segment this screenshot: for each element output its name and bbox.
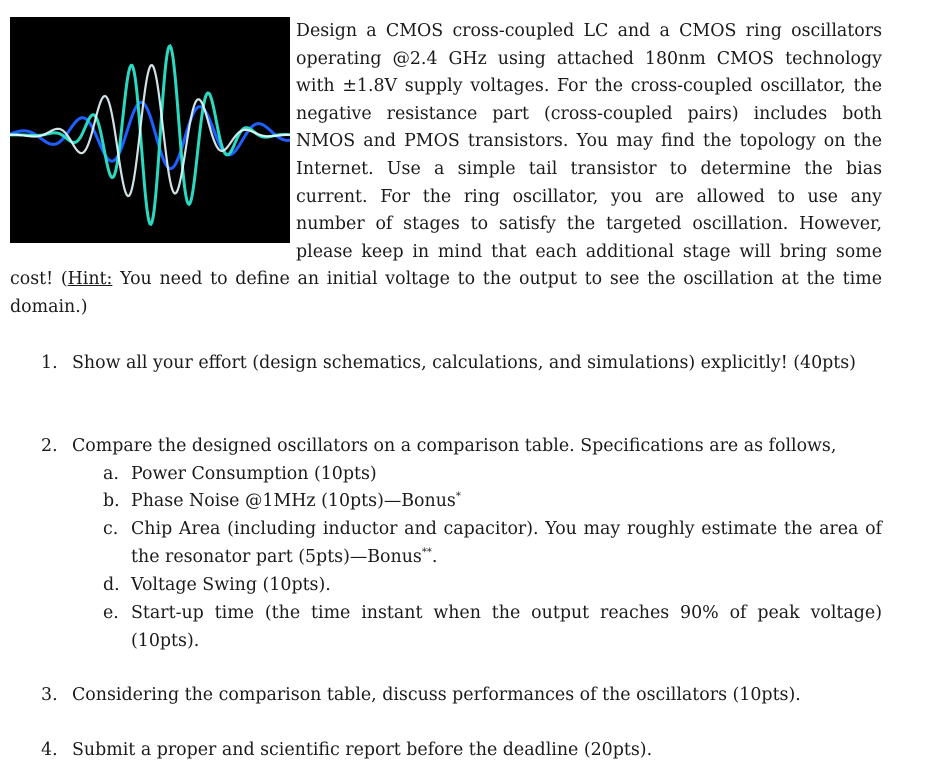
sub-item-label: Power Consumption (10pts)	[131, 464, 377, 484]
sub-item-label: Start-up time (the time instant when the output reaches 90% of peak voltage) (10pts).	[131, 603, 882, 651]
intro-text-hint: You need to define an initial voltage to the output to see the oscillation at the time domain.)	[10, 269, 882, 317]
sub-item-letter: d.	[103, 575, 120, 595]
item-number: 2.	[41, 436, 58, 456]
hint-label: Hint:	[67, 269, 113, 290]
sub-item-text	[131, 461, 882, 489]
item-text: Considering the comparison table, discuss performances of the oscillators (10pts).	[72, 685, 801, 705]
sub-item-tail: .	[431, 546, 438, 567]
sub-item-letter: a.	[103, 464, 119, 484]
item-text: Show all your effort (design schematics, calculations, and simulations) explicitly! (40pts)	[72, 353, 856, 373]
image-spacer	[10, 18, 296, 266]
sub-item-text	[131, 572, 882, 600]
sub-item-text	[131, 516, 882, 571]
sub-item-label: Voltage Swing (10pts).	[131, 575, 331, 595]
item-number: 3.	[41, 685, 58, 705]
sub-item-text	[131, 488, 882, 516]
item-number: 4.	[41, 740, 58, 760]
intro-text-main: Design a CMOS cross-coupled LC and a CMOS ring oscillators operating @2.4 GHz using attached 180nm CMOS technology with ±1.8V supply voltages. For the cross-coupled oscillator, the negative resistance part (cross-coupled pairs) includes both NMOS and PMOS transistors. You may find the topology on the Internet. Use a simple tail transistor to determine the bias current. For the ring oscillator, you are allowed to use any number of stages to satisfy the targeted oscillation. However, please keep in mind that each additional stage will bring some cost! (	[10, 21, 882, 290]
item-number: 1.	[41, 353, 58, 373]
sub-item-label: Phase Noise @1MHz (10pts)—Bonus	[131, 491, 456, 511]
intro-paragraph	[10, 18, 882, 322]
item-text: Submit a proper and scientific report before the deadline (20pts).	[72, 740, 653, 760]
item-text: Compare the designed oscillators on a comparison table. Specifications are as follows,	[72, 436, 837, 456]
sub-item-letter: e.	[103, 603, 119, 623]
sub-item-label: Chip Area (including inductor and capacitor). You may roughly estimate the area of the resonator part (5pts)—Bonus	[131, 519, 882, 567]
sub-item-letter: c.	[103, 519, 119, 539]
sub-item-letter: b.	[103, 491, 120, 511]
bonus-mark: **	[421, 546, 432, 558]
bonus-mark: *	[455, 491, 461, 502]
sub-item-text	[131, 600, 882, 655]
